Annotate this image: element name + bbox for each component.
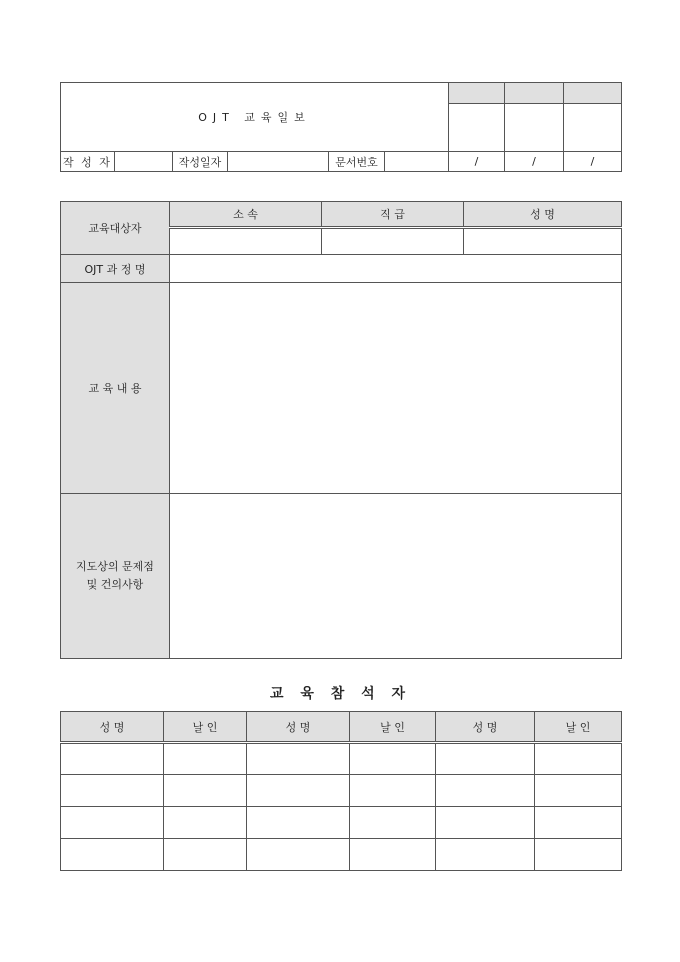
attendee-name-cell[interactable] <box>61 807 164 839</box>
attendee-name-cell[interactable] <box>436 775 535 807</box>
attendee-name-cell[interactable] <box>61 839 164 871</box>
attendees-title: 교 육 참 석 자 <box>269 686 412 702</box>
approval-sign-2[interactable] <box>505 104 564 152</box>
attendee-name-cell[interactable] <box>247 807 350 839</box>
attendee-name-cell[interactable] <box>247 839 350 871</box>
attendee-seal-cell[interactable] <box>164 807 247 839</box>
approval-cell-2 <box>505 83 564 104</box>
course-label: OJT 과 정 명 <box>61 255 170 283</box>
author-field[interactable] <box>115 152 173 172</box>
attendee-seal-cell[interactable] <box>535 743 622 775</box>
rank-field[interactable] <box>322 228 464 255</box>
docno-field[interactable] <box>385 152 449 172</box>
issues-field[interactable] <box>170 494 622 659</box>
attendee-name-header-2: 성 명 <box>247 712 350 743</box>
attendee-name-cell[interactable] <box>436 839 535 871</box>
approval-date-1[interactable]: / <box>449 152 505 172</box>
approval-sign-1[interactable] <box>449 104 505 152</box>
attendee-seal-cell[interactable] <box>350 839 436 871</box>
attendee-seal-cell[interactable] <box>535 775 622 807</box>
attendees-table <box>60 711 622 871</box>
dept-header: 소 속 <box>170 202 322 228</box>
attendee-name-cell[interactable] <box>61 775 164 807</box>
approval-cell-3 <box>564 83 622 104</box>
attendee-row <box>61 839 622 871</box>
attendee-seal-cell[interactable] <box>164 839 247 871</box>
attendee-name-cell[interactable] <box>436 807 535 839</box>
rank-header: 직 급 <box>322 202 464 228</box>
attendee-seal-header-1: 날 인 <box>164 712 247 743</box>
attendee-seal-cell[interactable] <box>535 807 622 839</box>
approval-sign-3[interactable] <box>564 104 622 152</box>
attendee-name-cell[interactable] <box>436 743 535 775</box>
attendee-name-header-3: 성 명 <box>436 712 535 743</box>
attendee-name-cell[interactable] <box>247 775 350 807</box>
approval-date-3[interactable]: / <box>564 152 622 172</box>
attendee-seal-cell[interactable] <box>350 775 436 807</box>
attendee-seal-cell[interactable] <box>350 743 436 775</box>
attendee-name-header-1: 성 명 <box>61 712 164 743</box>
attendee-seal-header-3: 날 인 <box>535 712 622 743</box>
approval-cell-1 <box>449 83 505 104</box>
attendee-row <box>61 807 622 839</box>
trainee-label: 교육대상자 <box>61 202 170 255</box>
attendee-seal-cell[interactable] <box>164 743 247 775</box>
attendee-name-cell[interactable] <box>61 743 164 775</box>
main-table <box>60 201 622 659</box>
name-field[interactable] <box>464 228 622 255</box>
attendee-name-cell[interactable] <box>247 743 350 775</box>
header-table <box>60 82 622 172</box>
date-label: 작성일자 <box>173 152 228 172</box>
issues-label-line1: 지도상의 문제점 <box>76 560 154 573</box>
attendee-row <box>61 743 622 775</box>
course-field[interactable] <box>170 255 622 283</box>
attendee-seal-header-2: 날 인 <box>350 712 436 743</box>
attendee-seal-cell[interactable] <box>350 807 436 839</box>
dept-field[interactable] <box>170 228 322 255</box>
attendee-row <box>61 775 622 807</box>
name-header: 성 명 <box>464 202 622 228</box>
approval-date-2[interactable]: / <box>505 152 564 172</box>
attendee-seal-cell[interactable] <box>535 839 622 871</box>
date-field[interactable] <box>228 152 329 172</box>
content-label: 교 육 내 용 <box>61 283 170 494</box>
issues-label-line2: 및 건의사항 <box>86 578 144 591</box>
author-label: 작 성 자 <box>61 152 115 172</box>
docno-label: 문서번호 <box>329 152 385 172</box>
document-title: OJT 교육일보 <box>61 83 449 152</box>
content-field[interactable] <box>170 283 622 494</box>
attendee-seal-cell[interactable] <box>164 775 247 807</box>
issues-label <box>61 494 170 659</box>
